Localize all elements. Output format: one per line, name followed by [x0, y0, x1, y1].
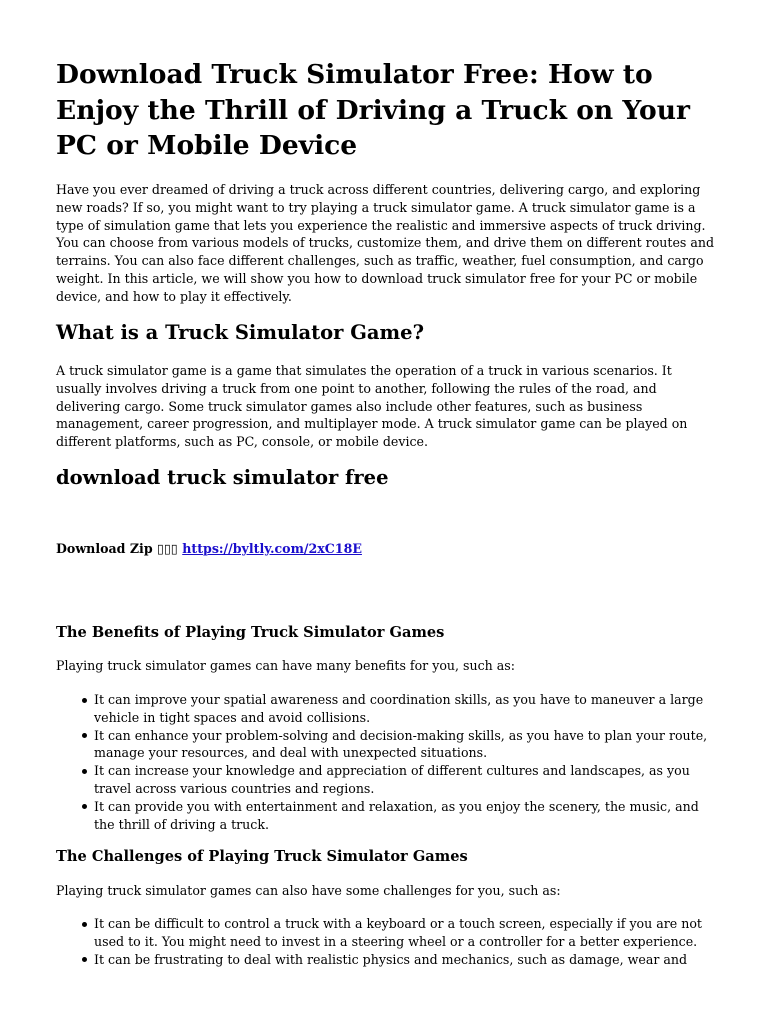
list-item: It can enhance your problem-solving and decision-making skills, as you have to plan your route, manage your resources, and deal with unexpected situations.	[56, 727, 720, 763]
benefits-lead: Playing truck simulator games can have many benefits for you, such as:	[56, 658, 515, 673]
challenges-heading: The Challenges of Playing Truck Simulator Games	[56, 848, 468, 865]
list-item: It can improve your spatial awareness and coordination skills, as you have to maneuver a large vehicle in tight spaces and avoid collisions.	[56, 691, 720, 727]
what-is-paragraph: A truck simulator game is a game that simulates the operation of a truck in various scenarios. It usually involves driving a truck from one point to another, following the rules of the road, and delivering cargo. Some truck simulator games also include other features, such as business management, career progression, and multiplayer mode. A truck simulator game can be played on different platforms, such as PC, console, or mobile device.	[56, 363, 688, 450]
download-label: Download Zip	[56, 541, 153, 556]
list-item: It can provide you with entertainment and relaxation, as you enjoy the scenery, the music, and the thrill of driving a truck.	[56, 798, 720, 834]
download-link[interactable]: https://byltly.com/2xC18E	[182, 541, 362, 556]
page-title: Download Truck Simulator Free: How to Enjoy the Thrill of Driving a Truck on Your PC or Mobile Device	[56, 59, 690, 161]
benefits-heading: The Benefits of Playing Truck Simulator Games	[56, 624, 445, 641]
list-item: It can increase your knowledge and appreciation of different cultures and landscapes, as you travel across various countries and regions.	[56, 762, 720, 798]
keyword-heading: download truck simulator free	[56, 466, 389, 489]
download-glyphs: ▯▯▯	[157, 541, 178, 556]
challenges-list	[56, 915, 720, 968]
section-heading-what-is: What is a Truck Simulator Game?	[56, 321, 424, 344]
download-line	[56, 540, 720, 558]
list-item: It can be difficult to control a truck with a keyboard or a touch screen, especially if you are not used to it. You might need to invest in a steering wheel or a controller for a better experience.	[56, 915, 720, 951]
benefits-list	[56, 691, 720, 833]
challenges-lead: Playing truck simulator games can also have some challenges for you, such as:	[56, 883, 561, 898]
list-item: It can be frustrating to deal with realistic physics and mechanics, such as damage, wear and	[56, 951, 720, 969]
intro-paragraph: Have you ever dreamed of driving a truck across different countries, delivering cargo, and exploring new roads? If so, you might want to try playing a truck simulator game. A truck simulator game is a type of simulation game that lets you experience the realistic and immersive aspects of truck driving. You can choose from various models of trucks, customize them, and drive them on different routes and terrains. You can also face different challenges, such as traffic, weather, fuel consumption, and cargo weight. In this article, we will show you how to download truck simulator free for your PC or mobile device, and how to play it effectively.	[56, 182, 715, 304]
